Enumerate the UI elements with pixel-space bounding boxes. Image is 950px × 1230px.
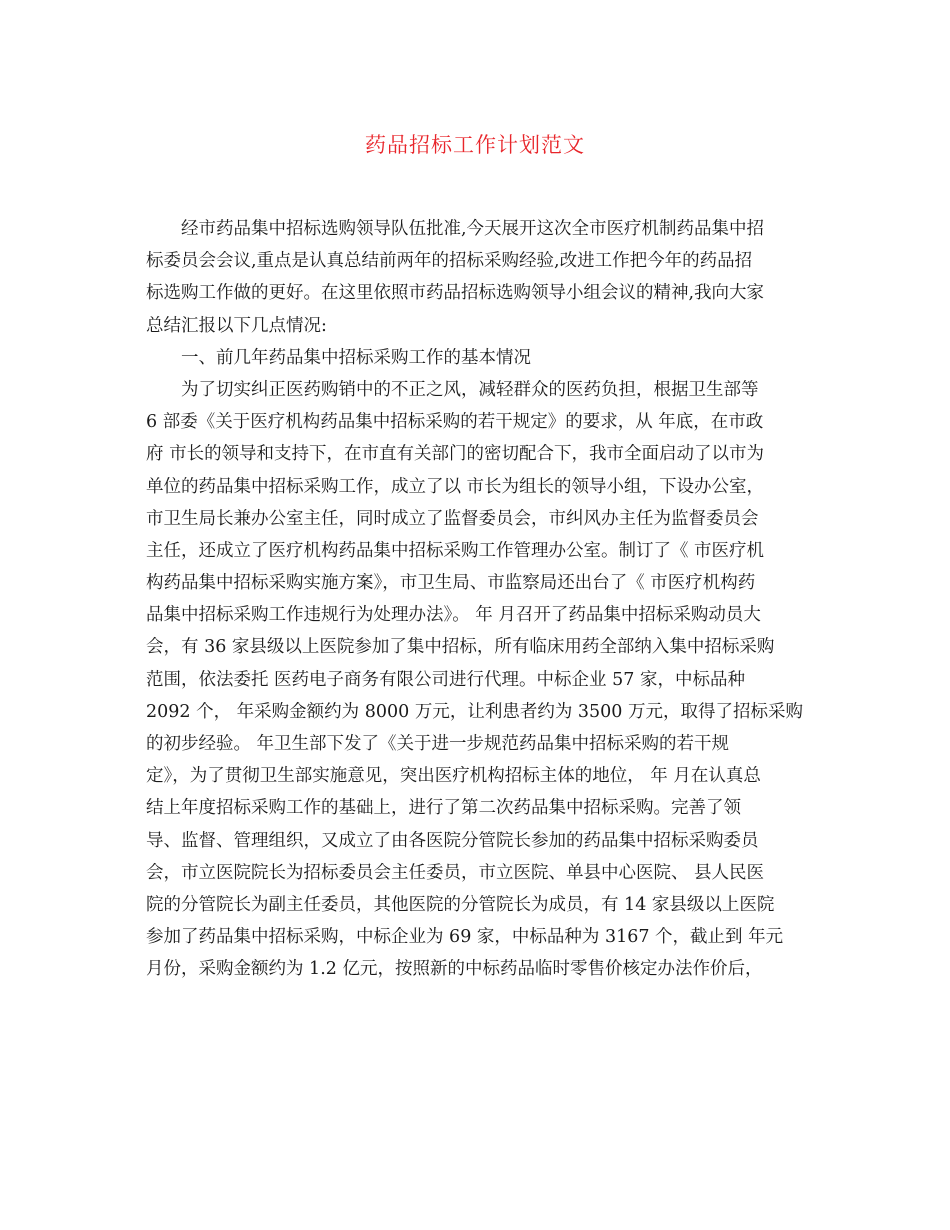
document-title: 药品招标工作计划范文 (365, 133, 585, 157)
body-line: 6 部委《关于医疗机构药品集中招标采购的若干规定》的要求，从 年底，在市政 (146, 412, 764, 433)
body-line: 一、前几年药品集中招标采购工作的基本情况 (181, 347, 531, 368)
body-line: 经市药品集中招标选购领导队伍批准,今天展开这次全市医疗机制药品集中招 (181, 219, 765, 239)
body-line: 总结汇报以下几点情况: (146, 315, 327, 336)
body-line: 会，有 36 家县级以上医院参加了集中招标，所有临床用药全部纳入集中招标采购 (146, 637, 775, 658)
body-line: 为了切实纠正医药购销中的不正之风，减轻群众的医药负担，根据卫生部等 (181, 379, 759, 400)
body-line: 构药品集中招标采购实施方案》，市卫生局、市监察局还出台了《 市医疗机构药 (146, 573, 756, 594)
body-line: 标选购工作做的更好。在这里依照市药品招标选购领导小组会议的精神,我向大家 (146, 283, 765, 304)
body-line: 院的分管院长为副主任委员，其他医院的分管院长为成员，有 14 家县级以上医院 (146, 894, 775, 915)
body-line: 主任，还成立了医疗机构药品集中招标采购工作管理办公室。制订了《 市医疗机 (146, 540, 765, 561)
body-line: 导、监督、管理组织，又成立了由各医院分管院长参加的药品集中招标采购委员 (146, 830, 759, 851)
body-line: 定》，为了贯彻卫生部实施意见，突出医疗机构招标主体的地位， 年 月在认真总 (146, 766, 761, 787)
body-line: 品集中招标采购工作违规行为处理办法》。 年 月召开了药品集中招标采购动员大 (146, 605, 761, 626)
body-line: 范围，依法委托 医药电子商务有限公司进行代理。中标企业 57 家，中标品种 (146, 669, 745, 690)
body-line: 结上年度招标采购工作的基础上，进行了第二次药品集中招标采购。完善了领 (146, 798, 741, 819)
body-line: 市卫生局长兼办公室主任，同时成立了监督委员会，市纠风办主任为监督委员会 (146, 508, 759, 529)
document-body (146, 213, 806, 986)
body-line: 参加了药品集中招标采购，中标企业为 69 家，中标品种为 3167 个，截止到 年元 (146, 927, 784, 948)
body-line: 府 市长的领导和支持下，在市直有关部门的密切配合下，我市全面启动了以市为 (146, 444, 765, 465)
body-line: 标委员会会议,重点是认真总结前两年的招标采购经验,改进工作把今年的药品招 (146, 251, 753, 272)
body-line: 单位的药品集中招标采购工作，成立了以 市长为组长的领导小组，下设办公室， (146, 476, 765, 497)
body-line: 的初步经验。 年卫生部下发了《关于进一步规范药品集中招标采购的若干规 (146, 734, 730, 754)
body-line: 会，市立医院院长为招标委员会主任委员，市立医院、单县中心医院、 县人民医 (146, 862, 765, 883)
body-line: 2092 个， 年采购金额约为 8000 万元，让利患者约为 3500 万元，取得了招标采购 (146, 701, 803, 722)
body-line: 月份，采购金额约为 1.2 亿元，按照新的中标药品临时零售价核定办法作价后， (146, 959, 763, 980)
